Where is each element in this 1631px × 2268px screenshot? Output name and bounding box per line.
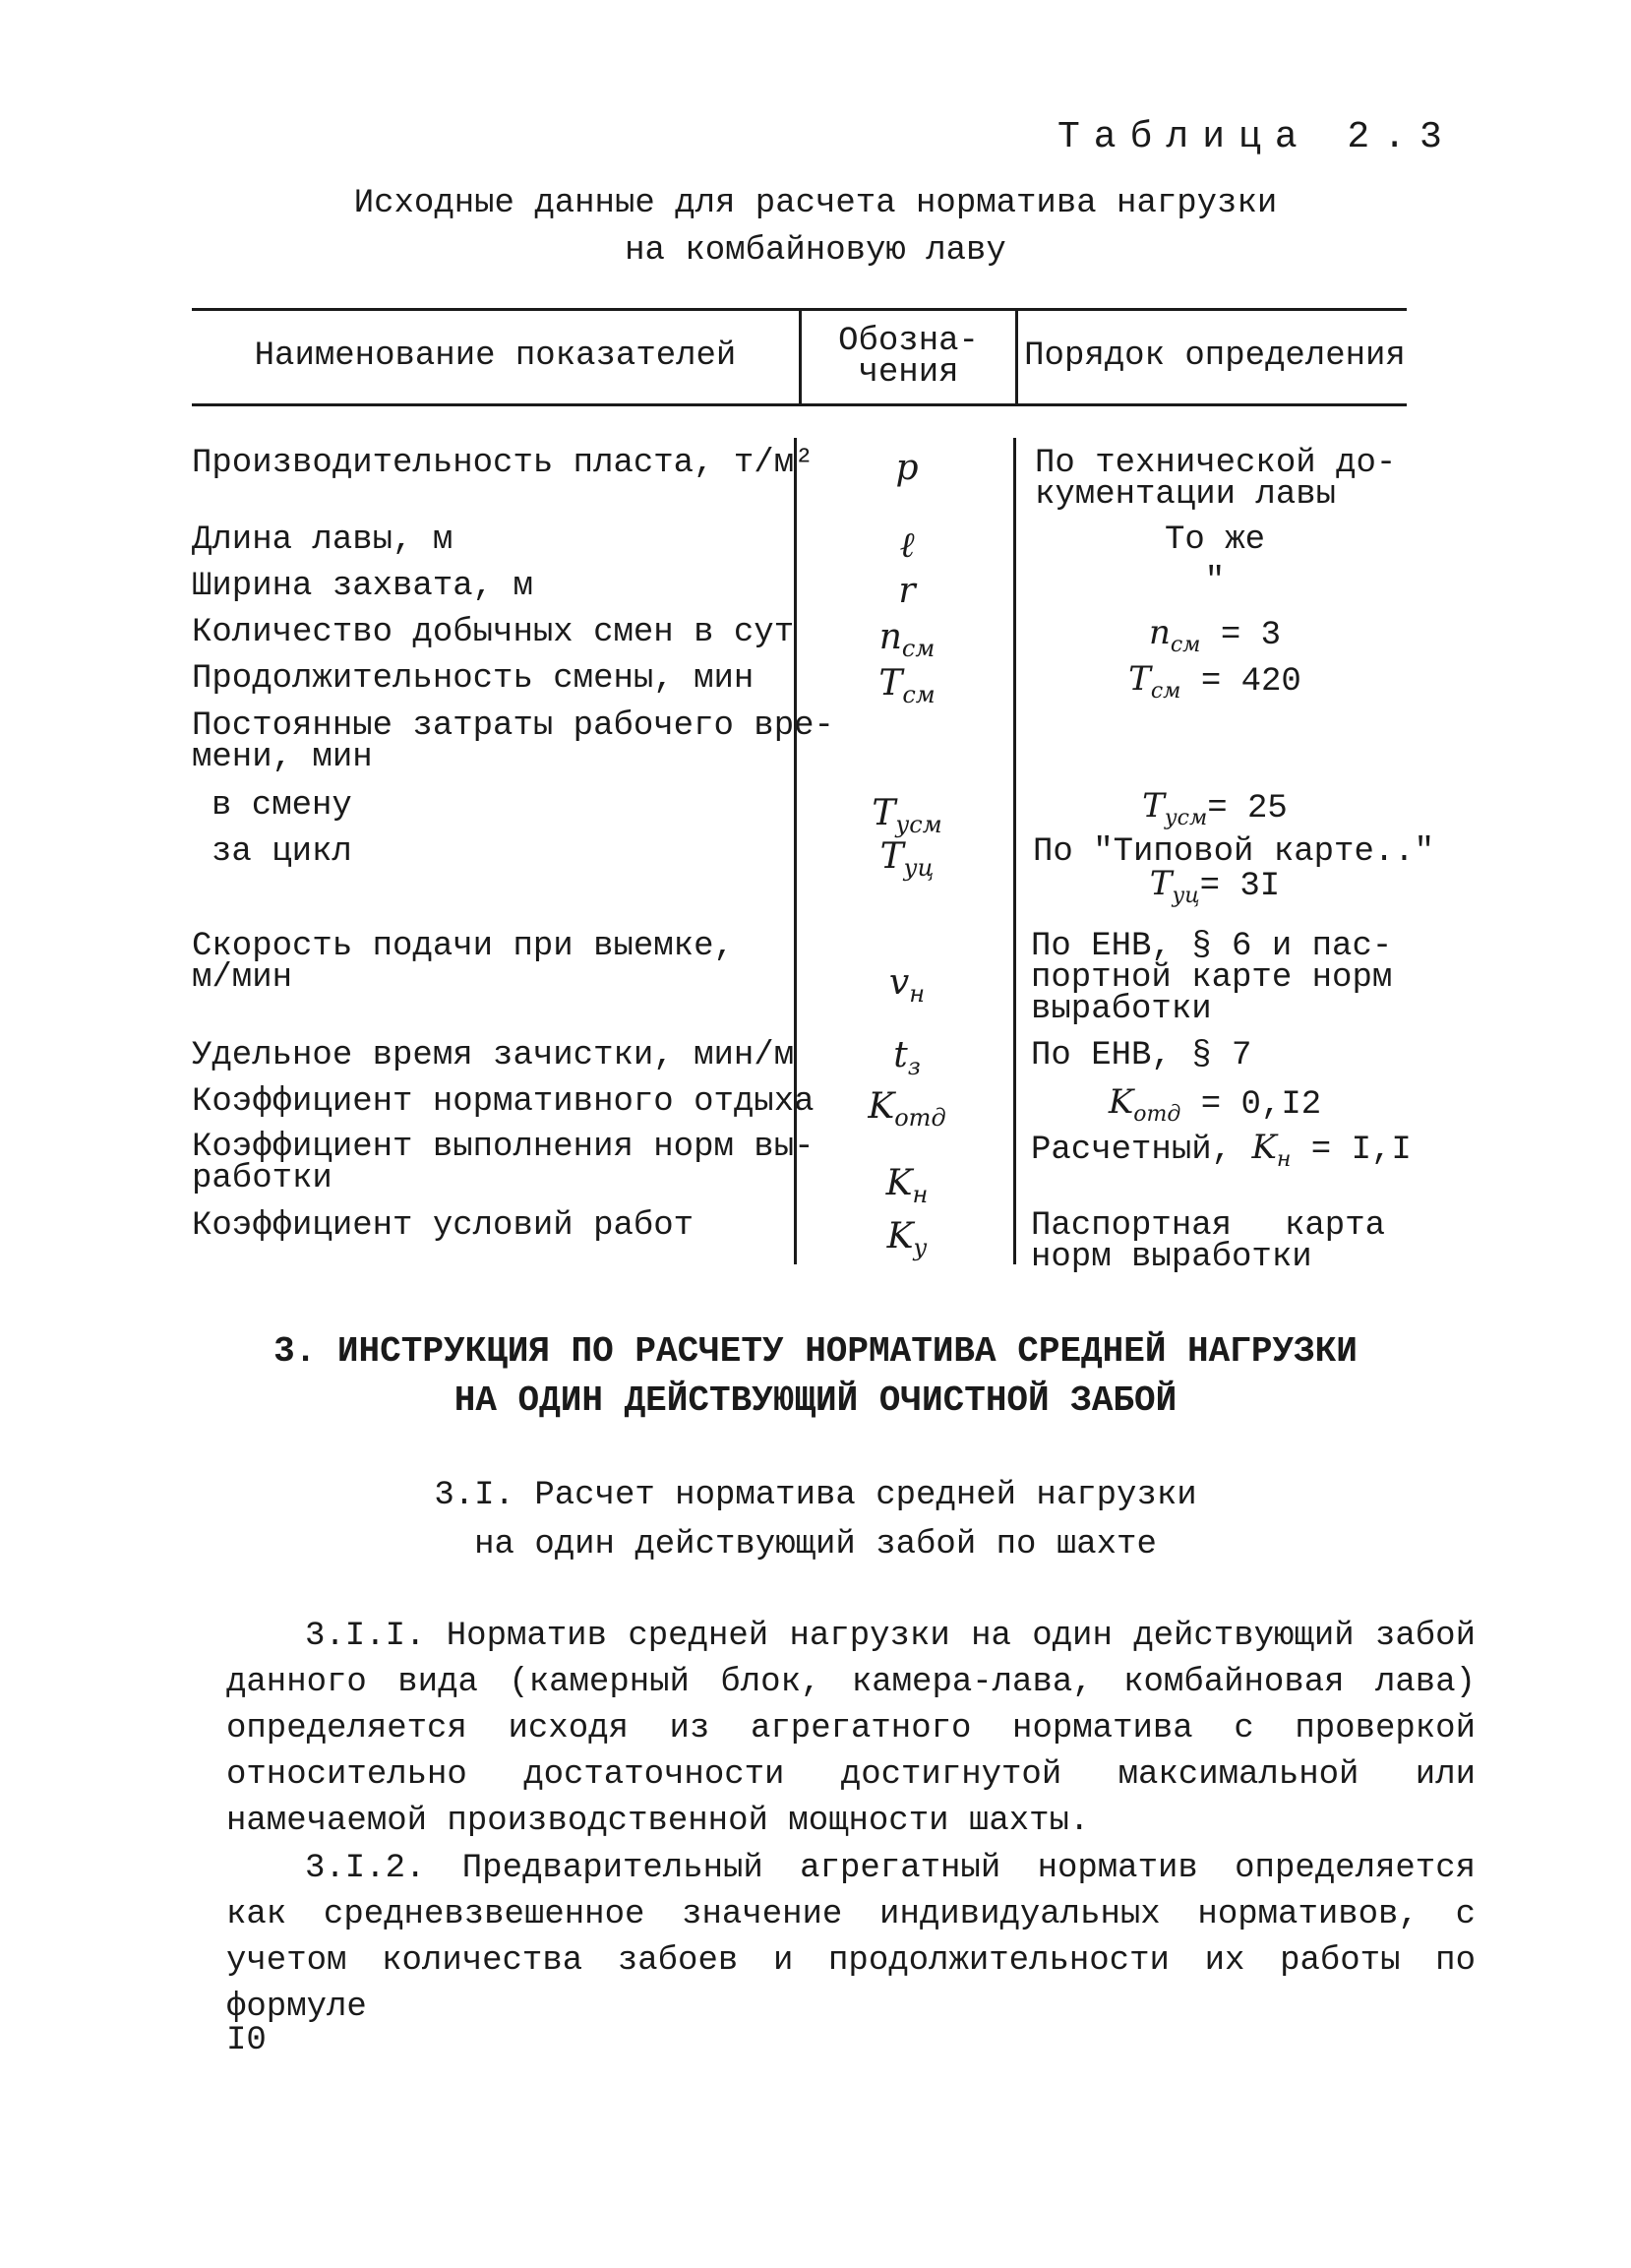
section-3-heading-line1: 3. ИНСТРУКЦИЯ ПО РАСЧЕТУ НОРМАТИВА СРЕДНЕЙ НАГРУЗКИ xyxy=(273,1331,1358,1372)
table-caption: Таблица 2.3 xyxy=(1057,116,1456,158)
row-3-name: Ширина захвата, м xyxy=(192,568,533,605)
row-5-method: $T_{см} = 420$ xyxy=(1128,659,1301,704)
row-4-name: Количество добычных смен в сут xyxy=(192,614,795,651)
row-7-method: $T_{усм}= 25$ xyxy=(1142,786,1288,830)
paragraph-3-1-2: 3.I.2. Предварительный агрегатный норматив определяется как средневзвешенное значение индивидуальных нормативов, с учетом количества забоев и продолжительности их работы по формуле xyxy=(226,1850,1476,2026)
row-1-method-line2: кументации лавы xyxy=(1035,476,1337,514)
row-12-name-line1: Коэффициент выполнения норм вы- xyxy=(192,1129,815,1166)
row-5-name: Продолжительность смены, мин xyxy=(192,660,755,698)
row-11-method: $K_{отд} = 0,I2$ xyxy=(1108,1082,1322,1127)
row-3-method: " xyxy=(1204,563,1226,600)
row-12-name-line2: работки xyxy=(192,1160,332,1197)
row-6-name-line2: мени, мин xyxy=(192,739,373,776)
row-2-name: Длина лавы, м xyxy=(192,521,453,559)
row-13-method-line2: норм выработки xyxy=(1031,1239,1312,1276)
paragraph-3-1-1: 3.I.I. Норматив средней нагрузки на один действующий забой данного вида (камерный блок, камера-лава, комбайновая лава) определяется исходя из агрегатного норматива с проверкой относительно достаточности достигнутой максимальной или намечаемой производственной мощности шахты. xyxy=(226,1618,1476,1840)
table-title-line2: на комбайновую лаву xyxy=(625,232,1006,270)
row-10-method: По ЕНВ, § 7 xyxy=(1031,1037,1252,1074)
section-3-1-heading-line2: на один действующий забой по шахте xyxy=(474,1526,1157,1563)
row-5-symbol: $T_{см}$ xyxy=(878,663,936,709)
row-12-method: Расчетный, $K_н = I,I$ xyxy=(1031,1128,1412,1172)
row-8-symbol: $T_{уц}$ xyxy=(879,836,935,883)
page-number: I0 xyxy=(226,2022,267,2059)
section-3-1-heading-line1: 3.I. Расчет норматива средней нагрузки xyxy=(434,1477,1197,1514)
row-6-name-line1: Постоянные затраты рабочего вре- xyxy=(192,707,834,745)
row-3-symbol: r xyxy=(898,571,916,611)
row-11-name: Коэффициент нормативного отдыха xyxy=(192,1083,815,1121)
row-13-name: Коэффициент условий работ xyxy=(192,1207,695,1245)
row-2-symbol: ℓ xyxy=(899,525,915,566)
header-symbol-line2: чения xyxy=(858,354,959,392)
row-13-symbol: $K_у$ xyxy=(886,1216,928,1262)
row-1-symbol: p xyxy=(895,448,919,488)
row-1-method-line1: По технической до- xyxy=(1035,445,1397,482)
row-8-method-line1: По "Типовой карте.." xyxy=(1033,833,1435,871)
row-7-name: в смену xyxy=(211,787,352,825)
row-8-name: за цикл xyxy=(211,833,352,871)
row-12-symbol: $K_н$ xyxy=(885,1163,929,1209)
row-11-symbol: $K_{отд}$ xyxy=(868,1086,946,1133)
table-header-rule xyxy=(192,403,1407,406)
header-symbol-line1: Обозна- xyxy=(838,323,979,360)
header-name: Наименование показателей xyxy=(254,337,737,375)
header-method: Порядок определения xyxy=(1024,337,1406,375)
row-8-method-line2: $T_{уц}= 3I$ xyxy=(1149,864,1281,908)
row-9-name-line2: м/мин xyxy=(192,959,293,997)
row-9-method-line1: По ЕНВ, § 6 и пас- xyxy=(1031,928,1393,965)
row-10-symbol: $t_з$ xyxy=(893,1035,921,1081)
row-7-symbol: $T_{усм}$ xyxy=(872,793,942,839)
section-3-heading-line2: НА ОДИН ДЕЙСТВУЮЩИЙ ОЧИСТНОЙ ЗАБОЙ xyxy=(453,1380,1178,1421)
row-9-method-line2: портной карте норм xyxy=(1031,959,1393,997)
row-2-method: То же xyxy=(1164,521,1266,559)
row-13-method-line1: Паспортная карта xyxy=(1031,1207,1385,1245)
row-1-name: Производительность пласта, т/м² xyxy=(192,445,815,482)
row-4-method: $n_{см} = 3$ xyxy=(1148,613,1282,657)
row-9-name-line1: Скорость подачи при выемке, xyxy=(192,928,734,965)
row-9-method-line3: выработки xyxy=(1031,991,1212,1028)
row-9-symbol: $v_н$ xyxy=(888,962,926,1009)
row-4-symbol: $n_{см}$ xyxy=(878,617,936,663)
row-10-name: Удельное время зачистки, мин/м xyxy=(192,1037,795,1074)
table-title-line1: Исходные данные для расчета норматива нагрузки xyxy=(353,185,1278,222)
